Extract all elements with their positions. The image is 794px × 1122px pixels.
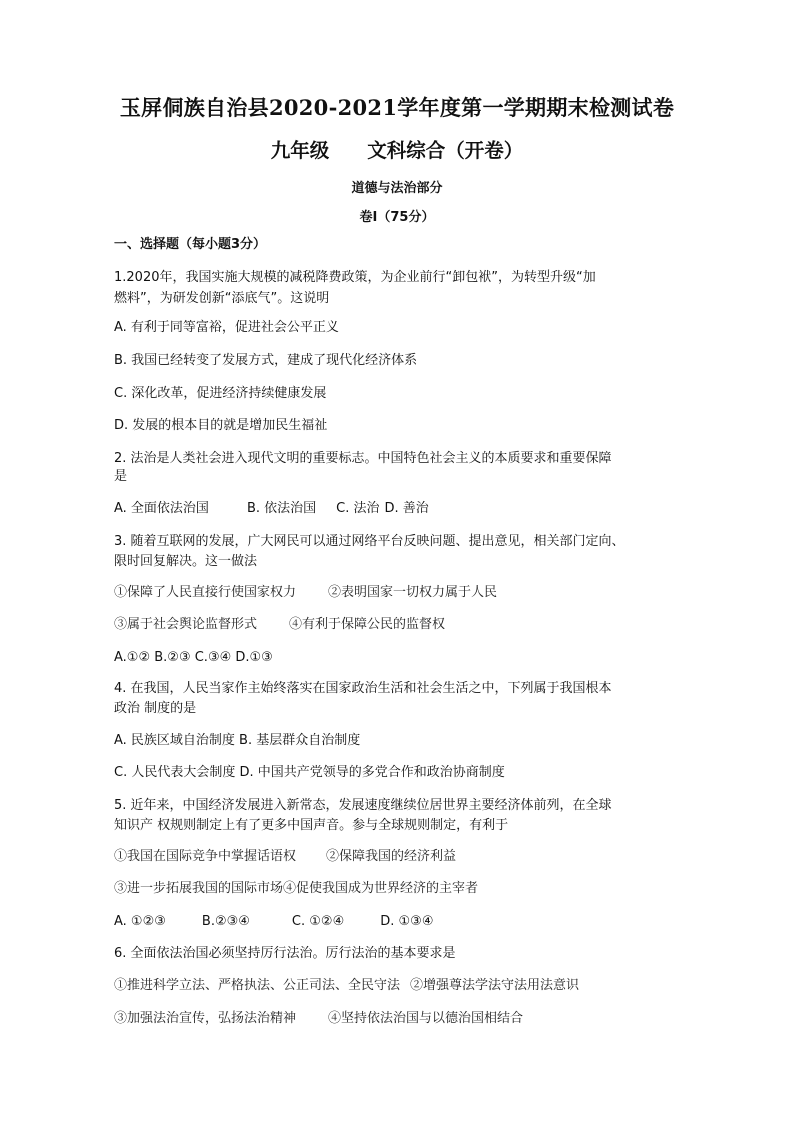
question-5-option-b: B.②③④ — [201, 914, 250, 929]
question-6-statement-4: ④坚持依法治国与以德治国相结合 — [328, 1011, 524, 1026]
question-2-stem-line2: 是 — [114, 469, 128, 484]
question-6-statement-3: ③加强法治宣传，弘扬法治精神 — [114, 1011, 297, 1026]
question-6-statement-2: ②增强尊法学法守法用法意识 — [410, 978, 580, 993]
part-heading: 道德与法治部分 — [351, 181, 443, 196]
question-5-statements-row1 — [114, 849, 456, 865]
question-1-option-a: A. 有利于同等富裕，促进社会公平正义 — [114, 320, 339, 335]
question-3-statement-2: ②表明国家一切权力属于人民 — [328, 585, 498, 600]
question-5-statement-2: ②保障我国的经济利益 — [326, 849, 457, 864]
question-1-option-c: C. 深化改革，促进经济持续健康发展 — [114, 386, 327, 401]
question-5-statements-row2: ③进一步拓展我国的国际市场④促使我国成为世界经济的主宰者 — [114, 881, 479, 896]
question-5-option-d: D. ①③④ — [380, 914, 434, 929]
subject-label: 文科综合（开卷） — [367, 139, 524, 162]
question-5-stem-line2: 知识产 权规则制定上有了更多中国声音。参与全球规则制定，有利于 — [114, 818, 509, 833]
exam-title: 玉屏侗族自治县2020-2021学年度第一学期期末检测试卷 — [119, 95, 675, 120]
question-5-options — [114, 914, 433, 930]
exam-subtitle — [0, 135, 794, 163]
grade-label: 九年级 — [270, 139, 330, 162]
volume-heading: 卷Ⅰ（75分） — [359, 210, 435, 225]
question-4-options-row1: A. 民族区域自治制度 B. 基层群众自治制度 — [114, 733, 361, 748]
question-5-statement-1: ①我国在国际竞争中掌握话语权 — [114, 849, 297, 864]
question-1-stem-line2: 燃料”，为研发创新“添底气”。这说明 — [114, 291, 330, 306]
question-2-option-a: A. 全面依法治国 — [114, 501, 209, 516]
question-6-statements-row1 — [114, 978, 579, 994]
question-2-option-b: B. 依法治国 — [246, 501, 317, 516]
question-6-stem: 6. 全面依法治国必须坚持厉行法治。厉行法治的基本要求是 — [114, 946, 456, 961]
question-6-statement-1: ①推进科学立法、严格执法、公正司法、全民守法 — [114, 978, 401, 993]
question-3-answers: A.①② B.②③ C.③④ D.①③ — [114, 650, 273, 665]
question-3-statement-4: ④有利于保障公民的监督权 — [289, 617, 446, 632]
question-2-option-c: C. 法治 — [336, 501, 380, 516]
question-2-stem-line1: 2. 法治是人类社会进入现代文明的重要标志。中国特色社会主义的本质要求和重要保障 — [114, 451, 612, 466]
question-2-options — [114, 501, 429, 517]
question-3-statements-row1 — [114, 585, 497, 601]
section-heading: 一、选择题（每小题3分） — [114, 237, 267, 252]
question-1-option-d: D. 发展的根本目的就是增加民生福祉 — [114, 418, 328, 433]
question-4-stem-line2: 政治 制度的是 — [114, 701, 197, 716]
question-2-option-d: D. 善治 — [384, 501, 429, 516]
question-5-stem-line1: 5. 近年来，中国经济发展进入新常态，发展速度继续位居世界主要经济体前列，在全球 — [114, 798, 612, 813]
question-3-statement-3: ③属于社会舆论监督形式 — [114, 617, 258, 632]
question-4-stem-line1: 4. 在我国，人民当家作主始终落实在国家政治生活和社会生活之中，下列属于我国根本 — [114, 681, 612, 696]
question-6-statements-row2 — [114, 1011, 523, 1027]
question-3-statements-row2 — [114, 617, 445, 633]
question-4-options-row2: C. 人民代表大会制度 D. 中国共产党领导的多党合作和政治协商制度 — [114, 765, 505, 780]
question-1-option-b: B. 我国已经转变了发展方式，建成了现代化经济体系 — [114, 353, 418, 368]
question-1-stem-line1: 1.2020年，我国实施大规模的减税降费政策，为企业前行“卸包袱”，为转型升级“加 — [114, 270, 596, 285]
question-3-statement-1: ①保障了人民直接行使国家权力 — [114, 585, 297, 600]
question-3-stem-line1: 3. 随着互联网的发展，广大网民可以通过网络平台反映问题、提出意见，相关部门定向、 — [114, 534, 625, 549]
question-3-stem-line2: 限时回复解决。这一做法 — [114, 554, 258, 569]
question-5-option-c: C. ①②④ — [291, 914, 345, 929]
question-5-option-a: A. ①②③ — [114, 914, 166, 929]
